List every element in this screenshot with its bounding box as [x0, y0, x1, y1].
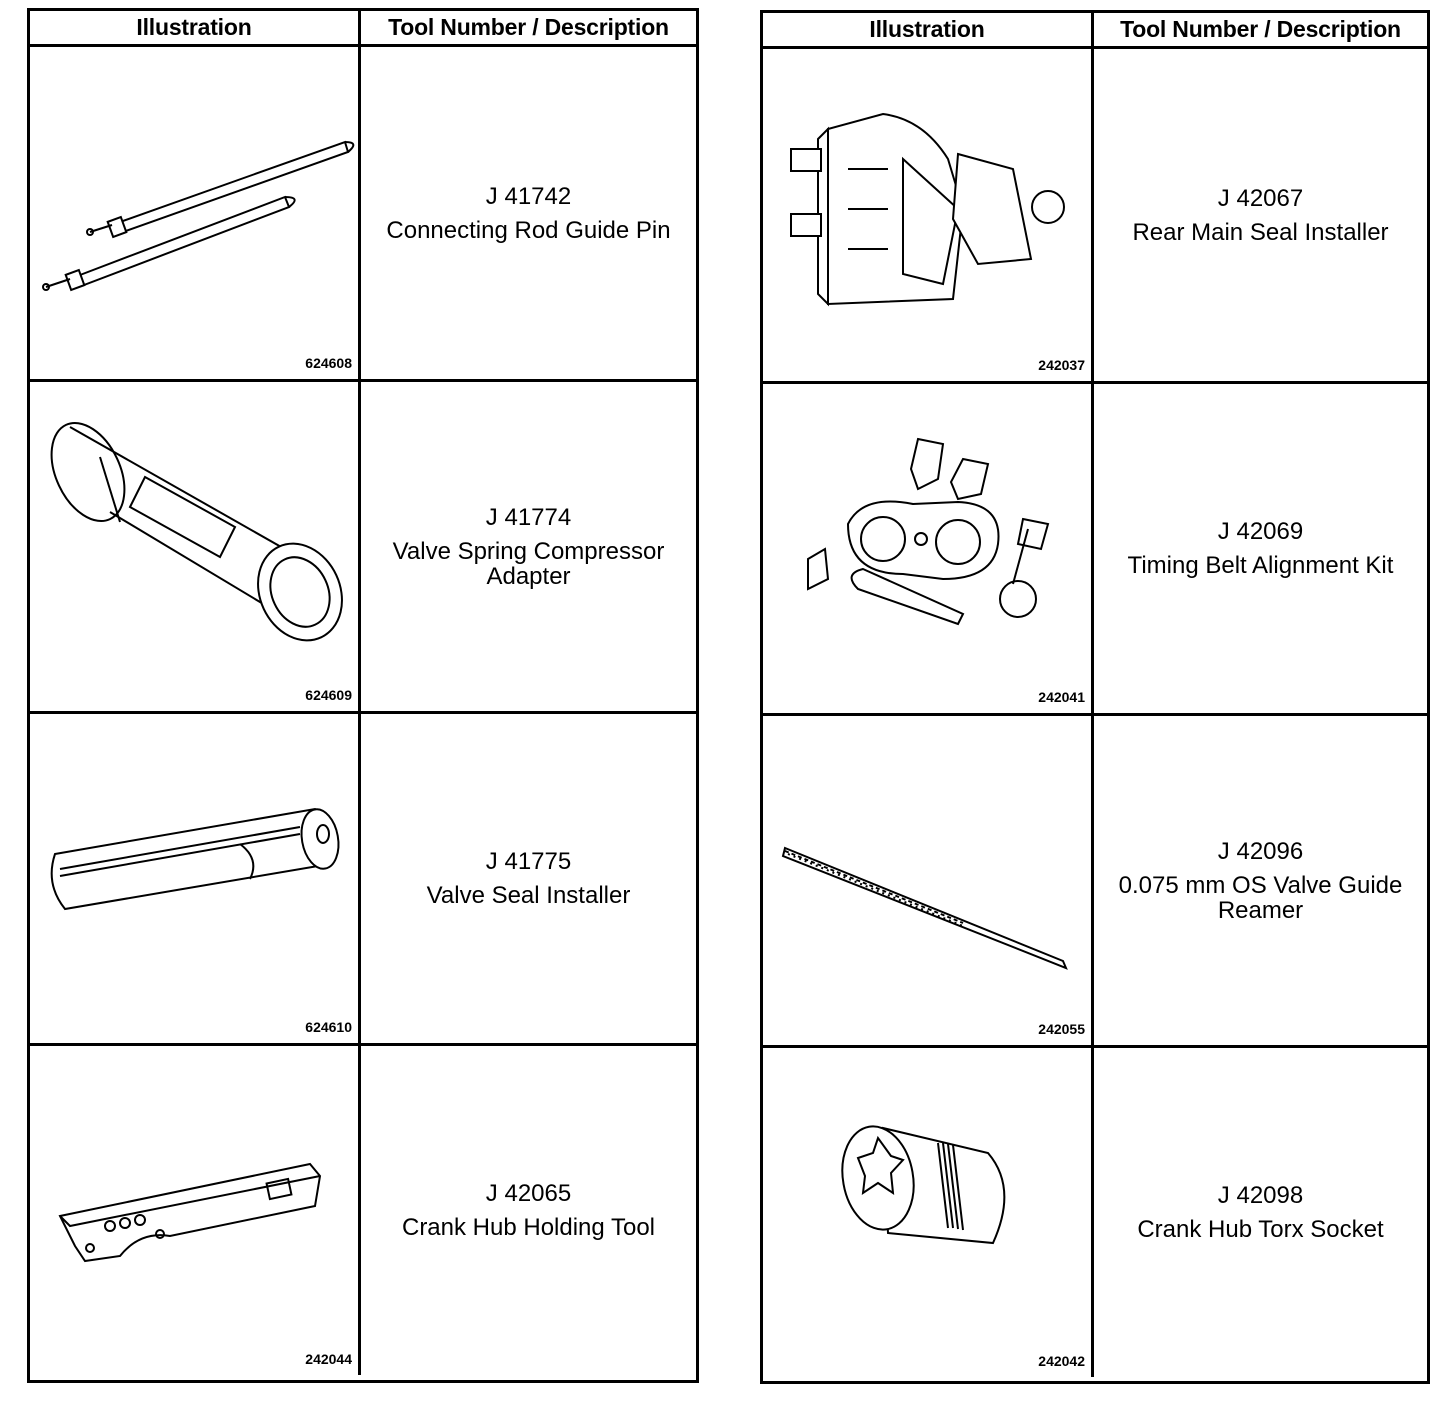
torx-socket-icon	[763, 1048, 1091, 1348]
figure-number: 242037	[1038, 357, 1085, 373]
table-row	[763, 1045, 1427, 1377]
tool-table-left	[27, 8, 699, 1383]
table-row	[30, 1043, 696, 1375]
illustration-cell	[30, 1046, 361, 1375]
table-header	[30, 11, 696, 47]
tool-number: J 42096	[1217, 837, 1304, 865]
figure-number: 624609	[305, 687, 352, 703]
tool-number: J 42069	[1217, 518, 1304, 545]
illustration-header: Illustration	[763, 13, 1094, 46]
illustration-cell	[30, 47, 361, 379]
illustration-cell	[763, 49, 1094, 381]
description-header: Tool Number / Description	[388, 14, 669, 40]
table-row	[30, 379, 696, 711]
description-cell	[361, 382, 696, 711]
tool-number: J 42067	[1217, 184, 1304, 212]
illustration-cell	[763, 1048, 1094, 1377]
guide-pin-icon	[30, 47, 358, 347]
description-cell	[361, 714, 696, 1043]
tool-number: J 42065	[485, 1180, 572, 1207]
tool-description: Connecting Rod Guide Pin	[386, 216, 671, 244]
tool-description: Crank Hub Holding Tool	[401, 1214, 656, 1241]
figure-number: 624610	[305, 1019, 352, 1035]
description-cell	[1094, 716, 1427, 1045]
tool-description: Rear Main Seal Installer	[1132, 218, 1389, 246]
tool-description: Crank Hub Torx Socket	[1137, 1216, 1384, 1243]
table-row	[30, 711, 696, 1043]
tool-table-right	[760, 10, 1430, 1384]
illustration-cell	[763, 716, 1094, 1045]
tool-description: Valve Seal Installer	[426, 882, 631, 909]
rear-seal-installer-icon	[763, 49, 1091, 349]
table-row	[30, 47, 696, 379]
table-row	[763, 713, 1427, 1045]
compressor-adapter-icon	[30, 382, 358, 682]
illustration-cell	[30, 714, 361, 1043]
figure-number: 242042	[1038, 1353, 1085, 1369]
figure-number: 624608	[305, 355, 352, 371]
figure-number: 242055	[1038, 1021, 1085, 1037]
table-header	[763, 13, 1427, 49]
tool-number: J 41775	[485, 848, 572, 875]
tool-description: Valve Spring Compressor Adapter	[392, 537, 665, 590]
table-row	[763, 381, 1427, 713]
description-cell	[361, 1046, 696, 1375]
description-header: Tool Number / Description	[1120, 16, 1401, 42]
illustration-header: Illustration	[30, 11, 361, 44]
description-cell	[1094, 49, 1427, 381]
description-cell	[1094, 384, 1427, 713]
holding-tool-icon	[30, 1046, 358, 1346]
tool-number: J 41774	[485, 503, 572, 531]
description-cell	[361, 47, 696, 379]
figure-number: 242041	[1038, 689, 1085, 705]
table-row	[763, 49, 1427, 381]
tool-description: Timing Belt Alignment Kit	[1127, 552, 1394, 579]
illustration-cell	[30, 382, 361, 711]
reamer-icon	[763, 716, 1091, 1016]
tool-description: 0.075 mm OS Valve Guide Reamer	[1118, 871, 1403, 924]
alignment-kit-icon	[763, 384, 1091, 684]
description-cell	[1094, 1048, 1427, 1377]
seal-installer-icon	[30, 714, 358, 1014]
illustration-cell	[763, 384, 1094, 713]
tool-number: J 42098	[1217, 1182, 1304, 1209]
figure-number: 242044	[305, 1351, 352, 1367]
tool-number: J 41742	[485, 182, 572, 210]
